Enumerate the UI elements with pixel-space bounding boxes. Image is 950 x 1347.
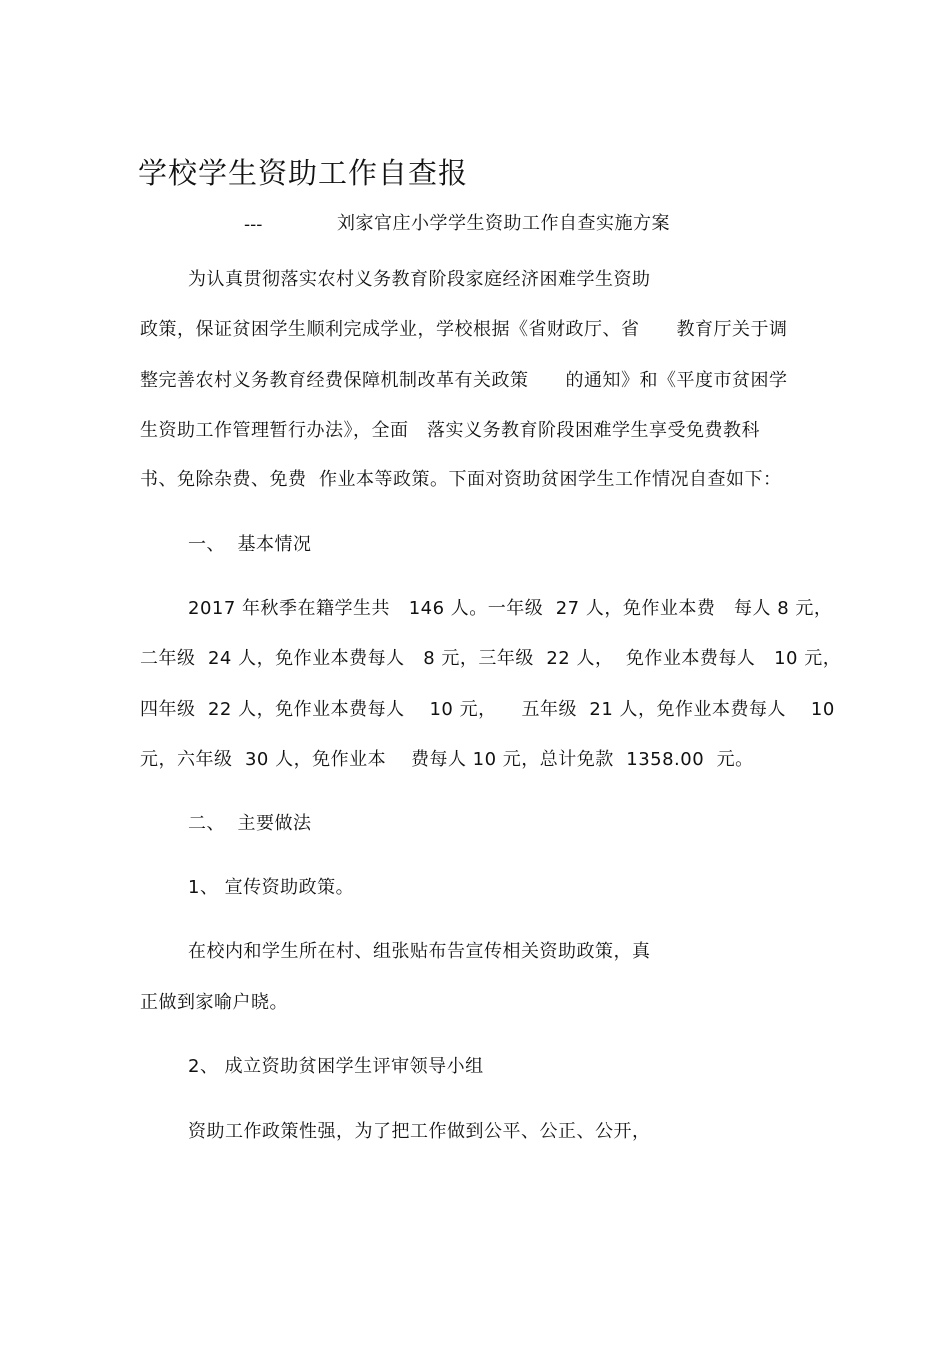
section-1-heading: 一、 基本情况	[188, 534, 312, 555]
item-2-heading: 2、 成立资助贫困学生评审领导小组	[188, 1056, 484, 1077]
item-1-line-2: 正做到家喻户晓。	[140, 992, 288, 1013]
intro-line-3: 整完善农村义务教育经费保障机制改革有关政策 的通知》和《平度市贫困学	[140, 370, 788, 391]
section-1-line-3: 四年级 22 人，免作业本费每人 10 元， 五年级 21 人，免作业本费每人 10	[140, 699, 835, 720]
subtitle-dash: ---	[244, 215, 263, 235]
document-title: 学校学生资助工作自查报	[138, 156, 469, 190]
intro-line-1: 为认真贯彻落实农村义务教育阶段家庭经济困难学生资助	[188, 269, 651, 290]
intro-line-5: 书、免除杂费、免费 作业本等政策。下面对资助贫困学生工作情况自查如下：	[140, 469, 782, 490]
section-1-line-1: 2017 年秋季在籍学生共 146 人。一年级 27 人，免作业本费 每人 8 元，	[188, 598, 833, 619]
section-2-heading: 二、 主要做法	[188, 813, 312, 834]
section-1-line-4: 元，六年级 30 人，免作业本 费每人 10 元，总计免款 1358.00 元。	[140, 749, 754, 770]
section-1-line-2: 二年级 24 人，免作业本费每人 8 元，三年级 22 人， 免作业本费每人 10 元，	[140, 648, 842, 669]
item-1-heading: 1、 宣传资助政策。	[188, 877, 355, 898]
intro-line-2: 政策，保证贫困学生顺利完成学业，学校根据《省财政厅、省 教育厅关于调	[140, 319, 788, 340]
document-subtitle: 刘家官庄小学学生资助工作自查实施方案	[337, 213, 670, 234]
intro-line-4: 生资助工作管理暂行办法》，全面 落实义务教育阶段困难学生享受免费教科	[140, 420, 760, 441]
item-1-line-1: 在校内和学生所在村、组张贴布告宣传相关资助政策，真	[188, 941, 651, 962]
item-2-line-1: 资助工作政策性强，为了把工作做到公平、公正、公开，	[188, 1121, 651, 1142]
